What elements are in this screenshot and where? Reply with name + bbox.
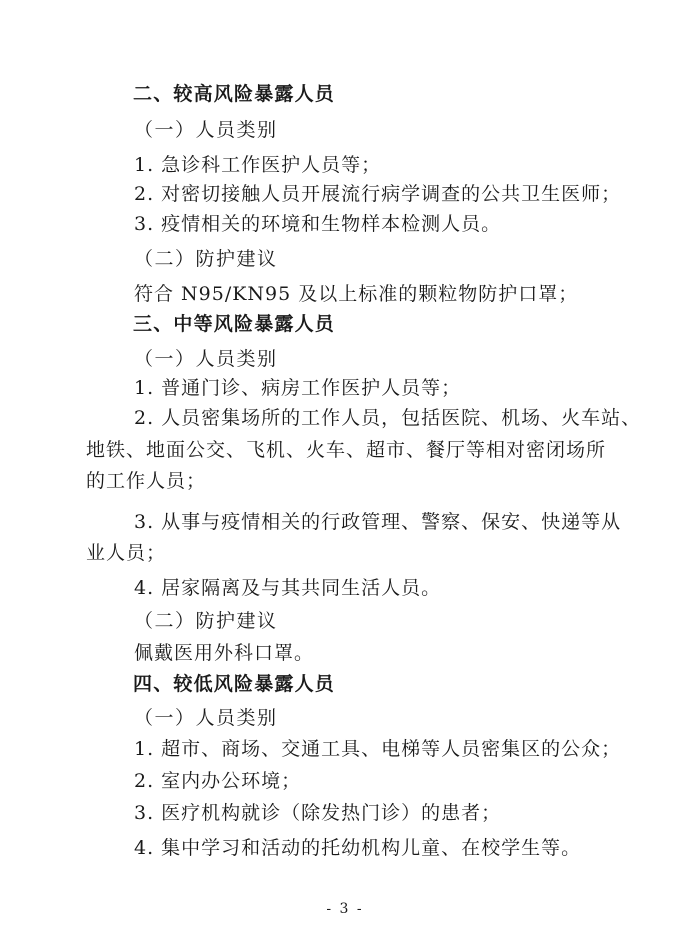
list-item: 4. 居家隔离及与其共同生活人员。 [134,577,442,599]
section-heading-high-risk: 二、较高风险暴露人员 [133,83,336,105]
list-item: 1. 急诊科工作医护人员等； [134,154,382,176]
list-item: 3. 疫情相关的环境和生物样本检测人员。 [134,213,502,235]
list-item: 2. 人员密集场所的工作人员，包括医院、机场、火车站、 [134,407,642,429]
advice-text: 佩戴医用外科口罩。 [134,642,315,664]
advice-heading: （二）防护建议 [134,610,278,632]
list-item-continuation: 地铁、地面公交、飞机、火车、超市、餐厅等相对密闭场所 [86,439,607,461]
categories-heading: （一）人员类别 [134,119,278,141]
list-item: 1. 普通门诊、病房工作医护人员等； [134,377,462,399]
list-item: 4. 集中学习和活动的托幼机构儿童、在校学生等。 [134,837,582,859]
list-item: 3. 从事与疫情相关的行政管理、警察、保安、快递等从 [134,511,622,533]
advice-text: 符合 N95/KN95 及以上标准的颗粒物防护口罩； [134,283,579,305]
categories-heading: （一）人员类别 [134,348,278,370]
page-number: - 3 - [326,901,364,917]
list-item: 3. 医疗机构就诊（除发热门诊）的患者； [134,802,502,824]
list-item: 2. 室内办公环境； [134,770,302,792]
list-item-continuation: 业人员； [86,542,167,564]
categories-heading: （一）人员类别 [134,707,278,729]
list-item: 1. 超市、商场、交通工具、电梯等人员密集区的公众； [134,738,622,760]
section-heading-low-risk: 四、较低风险暴露人员 [133,673,336,695]
advice-heading: （二）防护建议 [134,248,278,270]
list-item-continuation: 的工作人员； [86,470,207,492]
section-heading-medium-risk: 三、中等风险暴露人员 [133,313,336,335]
list-item: 2. 对密切接触人员开展流行病学调查的公共卫生医师； [134,183,622,205]
